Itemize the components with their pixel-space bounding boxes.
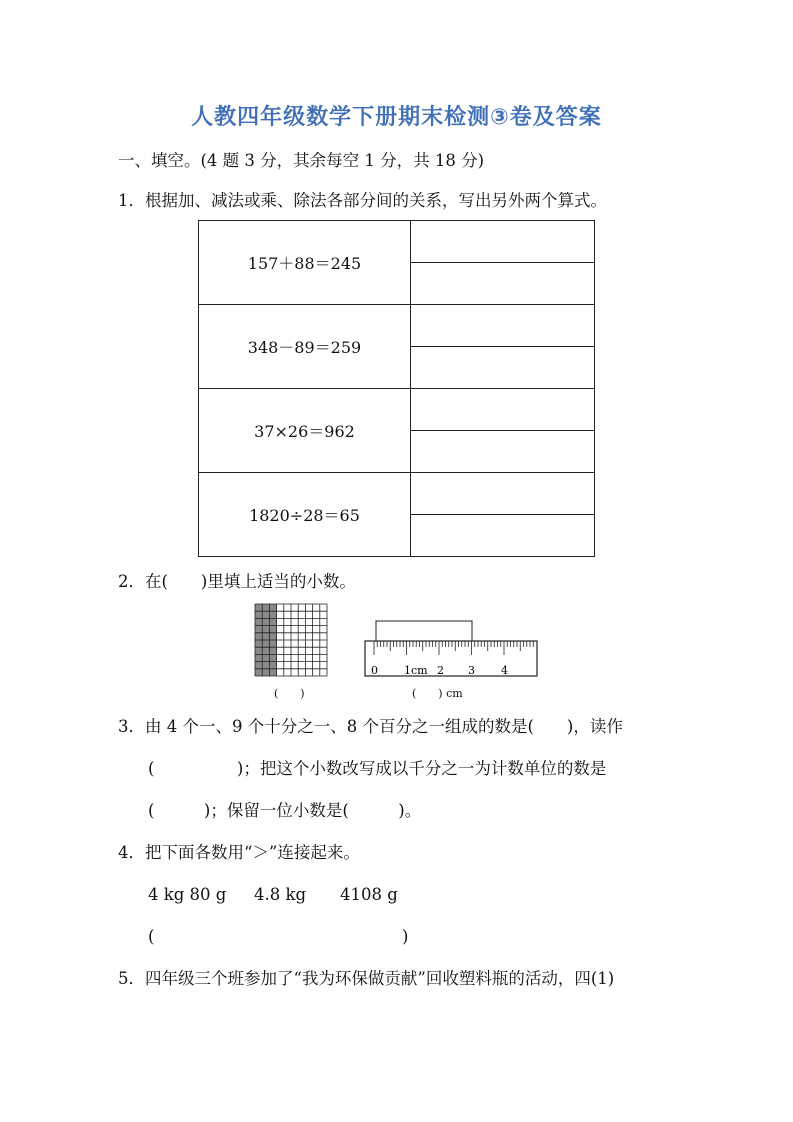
shaded-cell: [255, 626, 262, 633]
equation-cell: 1820÷28＝65: [199, 473, 411, 557]
shaded-cell: [262, 604, 269, 611]
shaded-cell: [269, 640, 276, 647]
page-title: 人教四年级数学下册期末检测③卷及答案: [191, 105, 602, 130]
weight-item: 4 kg 80 g: [148, 885, 227, 904]
answer-open-paren: (: [148, 927, 155, 946]
question-1-text: 1．根据加、减法或乘、除法各部分间的关系，写出另外两个算式。: [118, 191, 607, 210]
answer-blank[interactable]: [411, 305, 595, 347]
equation-table: [198, 220, 595, 557]
question-3-line-2: ( )；把这个小数改写成以千分之一为计数单位的数是: [148, 759, 607, 778]
shaded-cell: [269, 626, 276, 633]
shaded-cell: [262, 626, 269, 633]
answer-blank[interactable]: [411, 221, 595, 263]
shaded-cell: [255, 662, 262, 669]
equation-cell: 37×26＝962: [199, 389, 411, 473]
ruler-label-3: 3: [468, 664, 475, 677]
ruler-label-0: 0: [371, 664, 378, 677]
shaded-cell: [269, 604, 276, 611]
shaded-cell: [255, 618, 262, 625]
answer-close-paren: ): [402, 927, 409, 946]
equation-cell: 348－89＝259: [199, 305, 411, 389]
ruler-body: [365, 641, 537, 676]
grid-answer-blank[interactable]: ( ): [274, 687, 305, 700]
question-4-text: 4．把下面各数用“＞”连接起来。: [118, 843, 360, 862]
shaded-cell: [269, 669, 276, 676]
shaded-cell: [255, 611, 262, 618]
equation-cell: 157＋88＝245: [199, 221, 411, 305]
weight-item: 4108 g: [340, 885, 398, 904]
ruler-label-4: 4: [501, 664, 508, 677]
shaded-cell: [255, 669, 262, 676]
ruler-figure: [364, 618, 540, 680]
answer-blank[interactable]: [411, 389, 595, 431]
answer-blank[interactable]: [411, 431, 595, 473]
shaded-cell: [255, 647, 262, 654]
shaded-cell: [269, 611, 276, 618]
shaded-cell: [262, 611, 269, 618]
weight-item: 4.8 kg: [254, 885, 307, 904]
shaded-cell: [255, 604, 262, 611]
answer-blank[interactable]: [411, 473, 595, 515]
shaded-cell: [262, 662, 269, 669]
shaded-cell: [262, 640, 269, 647]
shaded-cell: [269, 633, 276, 640]
shaded-cell: [255, 640, 262, 647]
order-answer-blank[interactable]: [166, 924, 398, 948]
shaded-cell: [269, 662, 276, 669]
shaded-cell: [255, 633, 262, 640]
ruler-answer-blank[interactable]: ( ) cm: [412, 687, 463, 700]
question-5-text: 5．四年级三个班参加了“我为环保做贡献”回收塑料瓶的活动，四(1): [118, 969, 615, 988]
ruler-label-1cm: 1cm: [404, 664, 428, 677]
shaded-cell: [262, 647, 269, 654]
answer-blank[interactable]: [411, 263, 595, 305]
question-3-line-3: ( )；保留一位小数是( )。: [148, 801, 422, 820]
hundred-grid-figure: [254, 603, 328, 679]
shaded-cell: [269, 618, 276, 625]
question-2-text: 2．在( )里填上适当的小数。: [118, 572, 356, 591]
answer-blank[interactable]: [411, 347, 595, 389]
shaded-cell: [262, 618, 269, 625]
section-heading: 一、填空。(4 题 3 分，其余每空 1 分，共 18 分): [118, 151, 485, 170]
answer-blank[interactable]: [411, 515, 595, 557]
shaded-cell: [262, 633, 269, 640]
shaded-cell: [255, 654, 262, 661]
ruler-label-2: 2: [437, 664, 444, 677]
shaded-cell: [262, 669, 269, 676]
question-3-line-1: 3．由 4 个一、9 个十分之一、8 个百分之一组成的数是( )，读作: [118, 717, 623, 736]
shaded-cell: [262, 654, 269, 661]
shaded-cell: [269, 654, 276, 661]
shaded-cell: [269, 647, 276, 654]
